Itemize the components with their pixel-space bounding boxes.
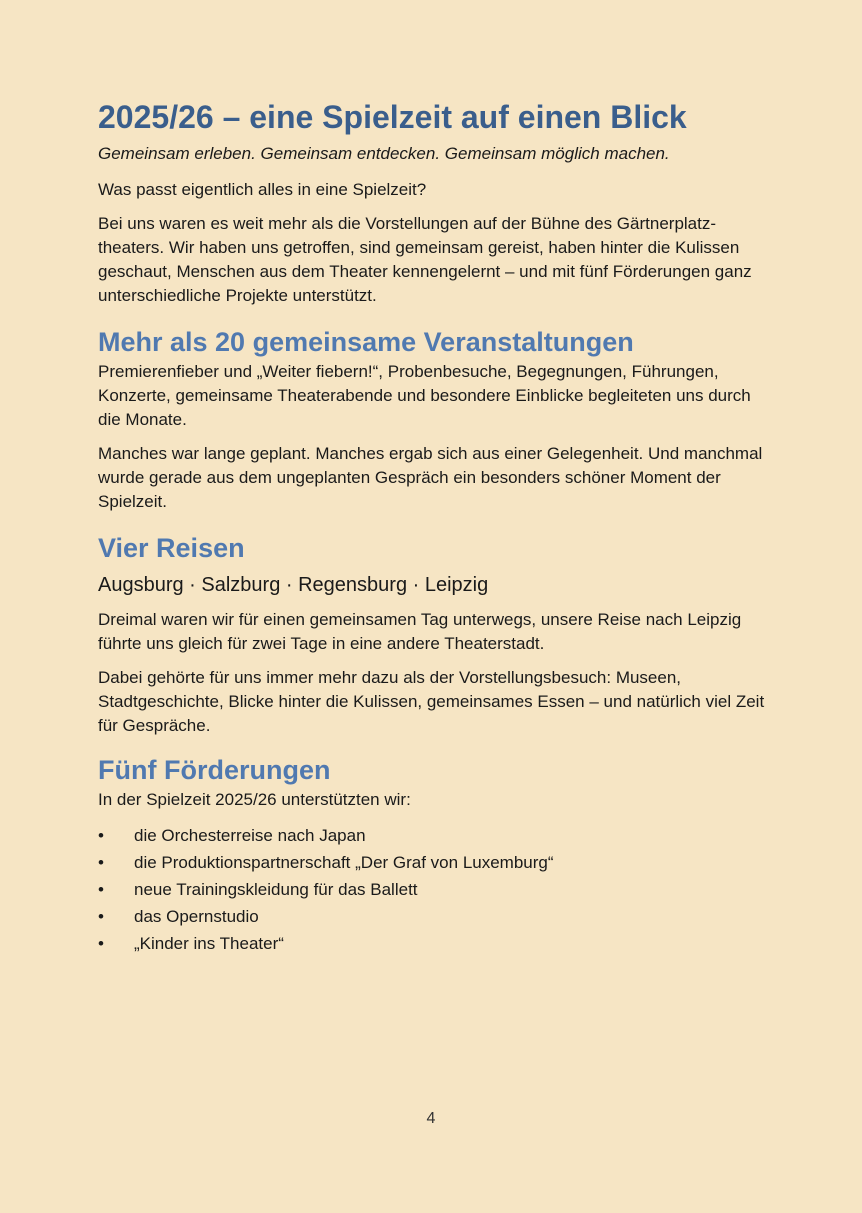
intro-text: Bei uns waren es weit mehr als die Vorstellungen auf der Bühne des Gärtnerplatztheaters. Wir haben uns getroffen, sind gemeinsam gereist, haben hinter die Kulissen geschaut, Menschen aus dem Theater kennengelernt – und mit fünf Förderungen ganz unterschiedliche Projekte unterstützt.: [98, 214, 752, 305]
events-paragraph-1: Premierenfieber und „Weiter fiebern!“, Probenbesuche, Begegnungen, Führungen, Konzerte, gemeinsame Theaterabende und besondere Einblicke begleiteten uns durch die Monate.: [98, 362, 751, 429]
page-title: 2025/26 – eine Spielzeit auf einen Blick: [98, 99, 687, 135]
page-content: [98, 96, 768, 957]
page-subtitle: Gemeinsam erleben. Gemeinsam entdecken. Gemeinsam möglich machen.: [98, 144, 670, 163]
bullet-icon: •: [98, 826, 104, 845]
travels-heading: Vier Reisen: [98, 533, 245, 563]
list-item: • neue Trainingskleidung für das Ballett: [98, 876, 768, 903]
funding-heading: Fünf Förderungen: [98, 755, 331, 785]
bullet-icon: •: [98, 853, 104, 872]
bullet-icon: •: [98, 934, 104, 953]
funding-intro: In der Spielzeit 2025/26 unterstützten wir:: [98, 790, 411, 809]
bullet-icon: •: [98, 880, 104, 899]
list-item: • das Opernstudio: [98, 903, 768, 930]
list-item: • die Orchesterreise nach Japan: [98, 822, 768, 849]
events-heading: Mehr als 20 gemeinsame Veranstaltungen: [98, 327, 634, 357]
events-paragraph-2: Manches war lange geplant. Manches ergab sich aus einer Gelegenheit. Und manchmal wurde gerade aus dem ungeplanten Gespräch ein besonders schöner Moment der Spielzeit.: [98, 444, 763, 511]
bullet-icon: •: [98, 907, 104, 926]
travels-cities: Augsburg · Salzburg · Regensburg · Leipzig: [98, 574, 489, 596]
funding-list: [98, 822, 768, 957]
intro-question: Was passt eigentlich alles in eine Spielzeit?: [98, 180, 427, 199]
list-item: • die Produktionspartnerschaft „Der Graf von Luxemburg“: [98, 849, 768, 876]
page-number: 4: [426, 1110, 436, 1127]
travels-paragraph-2: Dabei gehörte für uns immer mehr dazu als der Vorstellungsbesuch: Museen, Stadtgeschichte, Blicke hinter die Kulissen, gemeinsames Essen – und natürlich viel Zeit für Gespräche.: [98, 668, 765, 735]
list-item: • „Kinder ins Theater“: [98, 930, 768, 957]
travels-paragraph-1: Dreimal waren wir für einen gemeinsamen Tag unterwegs, unsere Reise nach Leipzig führte uns gleich für zwei Tage in eine andere Theaterstadt.: [98, 610, 742, 653]
